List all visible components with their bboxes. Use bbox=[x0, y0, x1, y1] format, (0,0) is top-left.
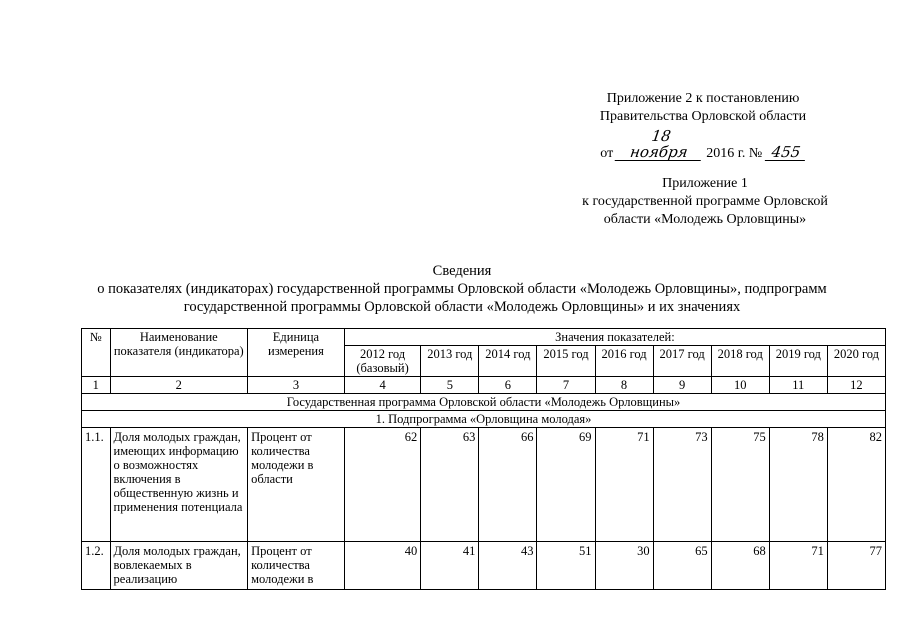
annex1-block bbox=[560, 175, 850, 229]
row-value: 77 bbox=[827, 542, 885, 590]
row-value: 75 bbox=[711, 428, 769, 542]
row-value: 69 bbox=[537, 428, 595, 542]
document-title bbox=[50, 262, 874, 316]
row-value: 73 bbox=[653, 428, 711, 542]
table-row bbox=[82, 428, 886, 542]
row-value: 78 bbox=[769, 428, 827, 542]
row-num: 1.1. bbox=[82, 428, 111, 542]
row-value: 66 bbox=[479, 428, 537, 542]
annex1-line1: Приложение 1 bbox=[662, 176, 748, 191]
row-value: 43 bbox=[479, 542, 537, 590]
row-name: Доля молодых граждан, имеющих информацию о возможностях включения в общественную жизнь и применения потенциала bbox=[110, 428, 248, 542]
year-cell: 2016 год bbox=[595, 346, 653, 377]
header-num: № bbox=[82, 329, 111, 377]
annex1-line3: области «Молодежь Орловщины» bbox=[603, 212, 807, 227]
row-value: 63 bbox=[421, 428, 479, 542]
row-value: 71 bbox=[769, 542, 827, 590]
year-cell: 2018 год bbox=[711, 346, 769, 377]
column-number: 6 bbox=[479, 377, 537, 394]
section-program: Государственная программа Орловской области «Молодежь Орловщины» bbox=[82, 394, 886, 411]
header-row-1 bbox=[82, 329, 886, 346]
handwritten-number: 455 bbox=[765, 144, 807, 161]
column-number: 12 bbox=[827, 377, 885, 394]
year-cell: 2017 год bbox=[653, 346, 711, 377]
year-cell: 2014 год bbox=[479, 346, 537, 377]
table-row bbox=[82, 542, 886, 590]
row-value: 62 bbox=[344, 428, 420, 542]
column-number-row bbox=[82, 377, 886, 394]
annex2-block bbox=[578, 90, 828, 163]
column-number: 7 bbox=[537, 377, 595, 394]
section-program-row bbox=[82, 394, 886, 411]
header-unit: Единица измерения bbox=[248, 329, 345, 377]
annex1-line2: к государственной программе Орловской bbox=[582, 194, 828, 209]
column-number: 2 bbox=[110, 377, 248, 394]
column-number: 1 bbox=[82, 377, 111, 394]
column-number: 10 bbox=[711, 377, 769, 394]
row-value: 68 bbox=[711, 542, 769, 590]
row-value: 65 bbox=[653, 542, 711, 590]
handwritten-date: 18 ноября bbox=[614, 128, 705, 161]
annex2-date-line bbox=[578, 128, 828, 163]
column-number: 8 bbox=[595, 377, 653, 394]
row-name: Доля молодых граждан, вовлекаемых в реализацию bbox=[110, 542, 248, 590]
row-unit: Процент от количества молодежи в области bbox=[248, 428, 345, 542]
year-cell: 2013 год bbox=[421, 346, 479, 377]
column-number: 3 bbox=[248, 377, 345, 394]
row-value: 40 bbox=[344, 542, 420, 590]
annex2-line1: Приложение 2 к постановлению bbox=[606, 91, 800, 106]
section-subprogram-1: 1. Подпрограмма «Орловщина молодая» bbox=[82, 411, 886, 428]
section-sub1-row bbox=[82, 411, 886, 428]
row-value: 51 bbox=[537, 542, 595, 590]
annex2-from: от bbox=[600, 146, 614, 161]
title-line3: государственной программы Орловской области «Молодежь Орловщины» и их значениях bbox=[183, 299, 741, 315]
year-cell: 2012 год (базовый) bbox=[344, 346, 420, 377]
column-number: 11 bbox=[769, 377, 827, 394]
row-value: 82 bbox=[827, 428, 885, 542]
annex2-line2: Правительства Орловской области bbox=[599, 109, 807, 124]
year-cell: 2015 год bbox=[537, 346, 595, 377]
indicators-table bbox=[81, 328, 886, 590]
header-values: Значения показателей: bbox=[344, 329, 885, 346]
row-value: 30 bbox=[595, 542, 653, 590]
column-number: 4 bbox=[344, 377, 420, 394]
year-cell: 2020 год bbox=[827, 346, 885, 377]
title-line2: о показателях (индикаторах) государственной программы Орловской области «Молодежь Орловщины», подпрограмм bbox=[97, 281, 827, 297]
annex2-year: 2016 г. № bbox=[706, 146, 763, 161]
column-number: 5 bbox=[421, 377, 479, 394]
title-line1: Сведения bbox=[432, 263, 492, 279]
column-number: 9 bbox=[653, 377, 711, 394]
row-unit: Процент от количества молодежи в bbox=[248, 542, 345, 590]
row-num: 1.2. bbox=[82, 542, 111, 590]
row-value: 71 bbox=[595, 428, 653, 542]
row-value: 41 bbox=[421, 542, 479, 590]
year-cell: 2019 год bbox=[769, 346, 827, 377]
header-name: Наименование показателя (индикатора) bbox=[110, 329, 248, 377]
